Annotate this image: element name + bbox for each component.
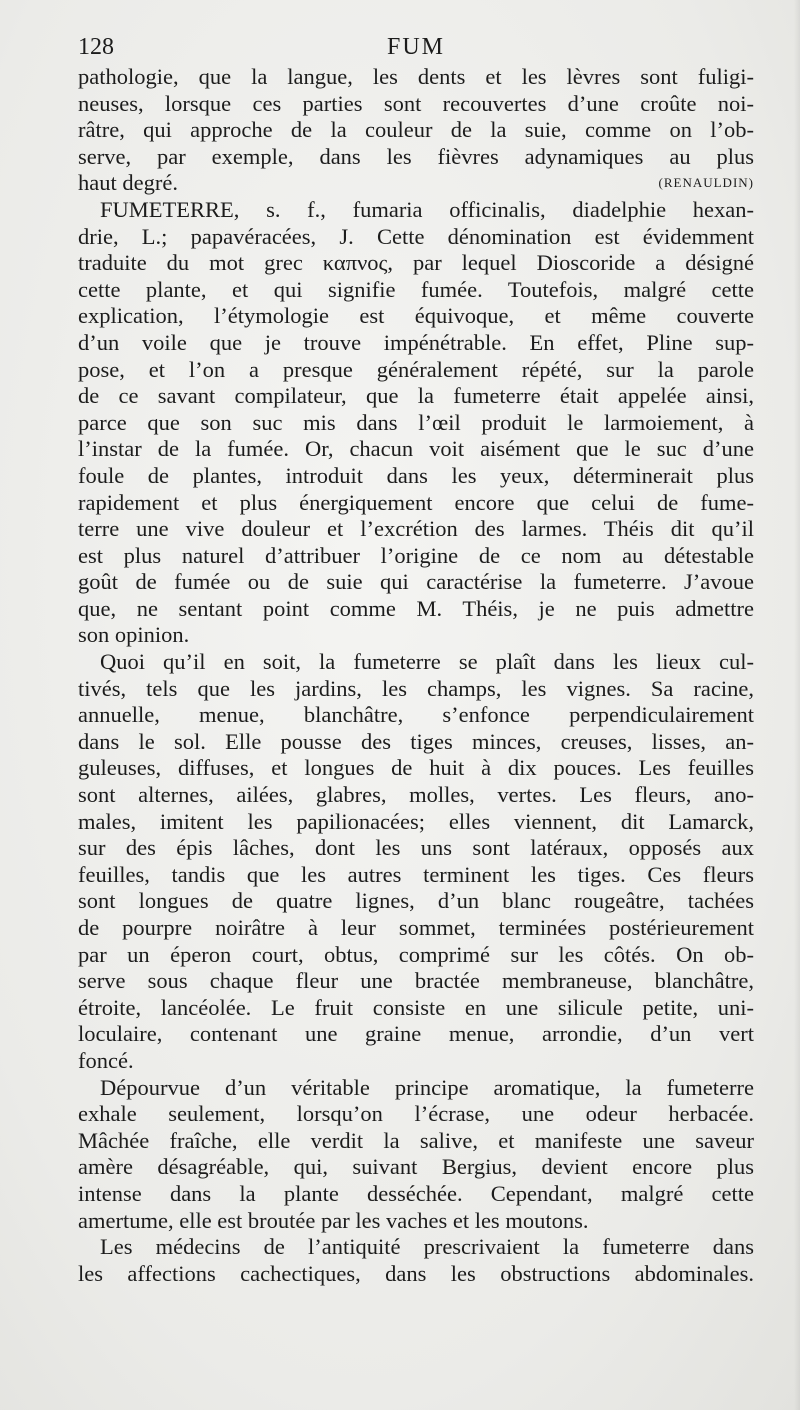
text-line: foncé. bbox=[78, 1047, 134, 1073]
text-line: râtre, qui approche de la couleur de la suie, comme on l’ob- bbox=[78, 117, 754, 143]
text-line: par un éperon court, obtus, comprimé sur les côtés. On ob- bbox=[78, 941, 754, 967]
text-line: de ce savant compilateur, que la fumeterre était appelée ainsi, bbox=[78, 383, 754, 409]
author-signature: (RENAULDIN) bbox=[658, 175, 754, 191]
text-line: les affections cachectiques, dans les obstructions abdominales. bbox=[78, 1260, 754, 1286]
text-line: amertume, elle est broutée par les vaches et les moutons. bbox=[78, 1207, 589, 1233]
text-line: serve, par exemple, dans les fièvres adynamiques au plus bbox=[78, 143, 754, 169]
text-line: l’instar de la fumée. Or, chacun voit aisément que le suc d’une bbox=[78, 436, 754, 462]
page-header bbox=[78, 34, 754, 68]
text-line: son opinion. bbox=[78, 622, 190, 648]
text-line: drie, L.; papavéracées, J. Cette dénomination est évidemment bbox=[78, 223, 754, 249]
paragraph-start-line: Quoi qu’il en soit, la fumeterre se plaît dans les lieux cul- bbox=[100, 649, 754, 675]
text-line: étroite, lancéolée. Le fruit consiste en une silicule petite, uni- bbox=[78, 994, 754, 1020]
text-line: sur des épis lâches, dont les uns sont latéraux, opposés aux bbox=[78, 835, 754, 861]
text-line: est plus naturel d’attribuer l’origine de ce nom au détestable bbox=[78, 542, 754, 568]
text-line: guleuses, diffuses, et longues de huit à dix pouces. Les feuilles bbox=[78, 755, 754, 781]
text-line: Mâchée fraîche, elle verdit la salive, et manifeste une saveur bbox=[78, 1127, 754, 1153]
page-edge-shadow bbox=[794, 0, 800, 1410]
entry-headword-line: FUMETERRE, s. f., fumaria officinalis, diadelphie hexan- bbox=[100, 196, 754, 222]
text-line: pathologie, que la langue, les dents et les lèvres sont fuligi- bbox=[78, 64, 754, 89]
text-line: foule de plantes, introduit dans les yeux, déterminerait plus bbox=[78, 462, 754, 488]
text-line: males, imitent les papilionacées; elles viennent, dit Lamarck, bbox=[78, 808, 754, 834]
text-line: cette plante, et qui signifie fumée. Toutefois, malgré cette bbox=[78, 276, 754, 302]
text-line: sont alternes, ailées, glabres, molles, vertes. Les fleurs, ano- bbox=[78, 782, 754, 808]
paragraph-start-line: Les médecins de l’antiquité prescrivaient la fumeterre dans bbox=[100, 1234, 754, 1260]
text-line: feuilles, tandis que les autres terminent les tiges. Ces fleurs bbox=[78, 861, 754, 887]
text-line: neuses, lorsque ces parties sont recouvertes d’une croûte noi- bbox=[78, 90, 754, 116]
text-line: terre une vive douleur et l’excrétion des larmes. Théis dit qu’il bbox=[78, 516, 754, 542]
page-body bbox=[78, 64, 754, 1287]
text-line: goût de fumée ou de suie qui caractérise la fumeterre. J’avoue bbox=[78, 569, 754, 595]
text-line: de pourpre noirâtre à leur sommet, terminées postérieurement bbox=[78, 915, 754, 940]
paragraph-start-line: Dépourvue d’un véritable principe aromatique, la fumeterre bbox=[100, 1074, 754, 1100]
text-line: explication, l’étymologie est équivoque, et même couverte bbox=[78, 303, 754, 329]
text-line: amère désagréable, qui, suivant Bergius, devient encore plus bbox=[78, 1154, 754, 1180]
text-line: annuelle, menue, blanchâtre, s’enfonce perpendiculairement bbox=[78, 702, 754, 728]
page-number: 128 bbox=[78, 34, 114, 60]
text-line: serve sous chaque fleur une bractée membraneuse, blanchâtre, bbox=[78, 968, 754, 994]
text-line: intense dans la plante desséchée. Cependant, malgré cette bbox=[78, 1180, 754, 1206]
text-line: dans le sol. Elle pousse des tiges minces, creuses, lisses, an- bbox=[78, 728, 754, 754]
text-line: d’un voile que je trouve impénétrable. En effet, Pline sup- bbox=[78, 329, 754, 355]
text-line: tivés, tels que les jardins, les champs, les vignes. Sa racine, bbox=[78, 675, 754, 701]
text-line-with-signature bbox=[78, 170, 754, 197]
running-head: FUM bbox=[386, 34, 446, 60]
text-line: que, ne sentant point comme M. Théis, je ne puis admettre bbox=[78, 595, 754, 621]
text-line: haut degré. bbox=[78, 170, 178, 196]
text-line: pose, et l’on a presque généralement répété, sur la parole bbox=[78, 356, 754, 382]
text-line: sont longues de quatre lignes, d’un blanc rougeâtre, tachées bbox=[78, 888, 754, 914]
text-line: exhale seulement, lorsqu’on l’écrase, une odeur herbacée. bbox=[78, 1101, 754, 1127]
text-line: traduite du mot grec καπνος, par lequel Dioscoride a désigné bbox=[78, 250, 754, 276]
text-line: parce que son suc mis dans l’œil produit le larmoiement, à bbox=[78, 409, 754, 435]
text-line: rapidement et plus énergiquement encore que celui de fume- bbox=[78, 489, 754, 515]
text-line: loculaire, contenant une graine menue, arrondie, d’un vert bbox=[78, 1021, 754, 1047]
